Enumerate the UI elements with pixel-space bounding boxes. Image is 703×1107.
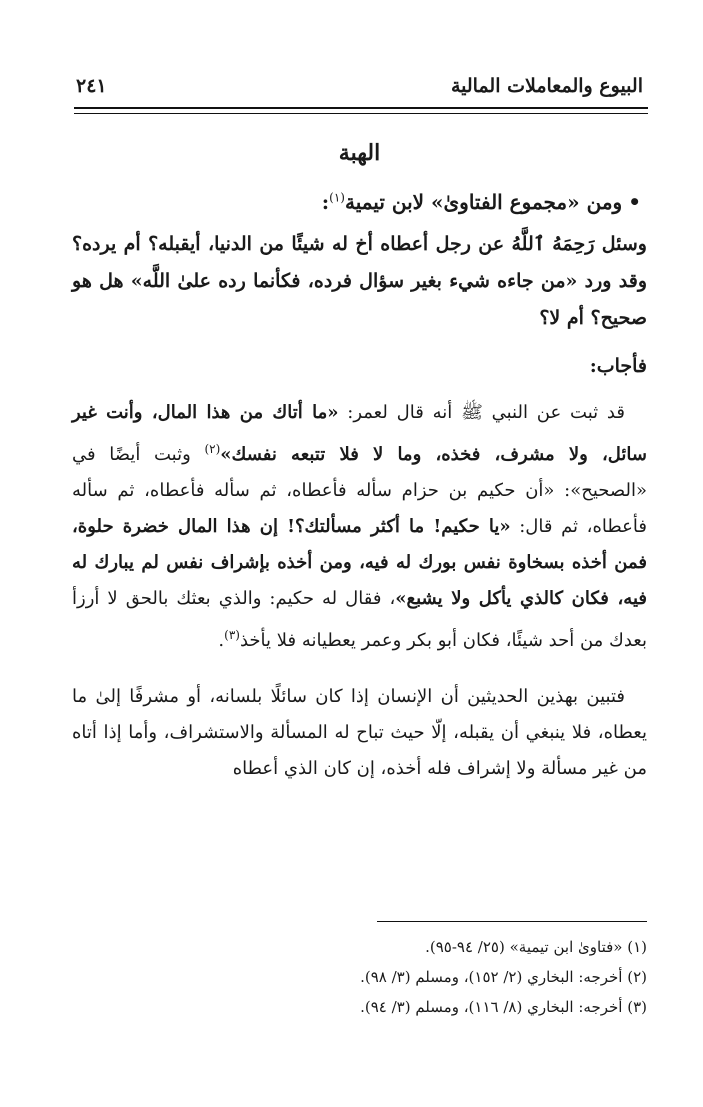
footnote-1: (١) «فتاوىٰ ابن تيمية» (٢٥/ ٩٤-٩٥).: [425, 938, 647, 956]
p2-text: فتبين بهذين الحديثين أن الإنسان إذا كان سائلًا بلسانه، أو مشرفًا إلىٰ ما يعطاه، فلا ينبغي أن يقبله، إلّا حيث تباح له المسألة والاستشراف، وأما إذا أتاه من غير مسألة ولا إشراف فله أخذه، إن كان الذي أعطاه: [72, 686, 647, 779]
source-text: ومن «مجموع الفتاوىٰ» لابن تيمية: [344, 190, 623, 214]
footnote-ref-1: (١): [329, 190, 345, 205]
source-colon: :: [321, 190, 330, 214]
answer-paragraph-1: [72, 395, 647, 659]
header-rule-thick: [74, 107, 648, 109]
p1-text-1: قد ثبت عن النبي ﷺ أنه قال لعمر:: [338, 402, 625, 423]
footnote-2: (٢) أخرجه: البخاري (٢/ ١٥٢)، ومسلم (٣/ ٩٨).: [360, 968, 647, 986]
answer-label: فأجاب:: [589, 355, 647, 377]
question-text: وسئل رَحِمَهُ ٱللَّهُ عن رجل أعطاه أخ له شيئًا من الدنيا، أيقبله؟ أم يرده؟ وقد ورد «من جاءه شيء بغير سؤال فرده، فكأنما رده علىٰ اللَّه» هل هو صحيح؟ أم لا؟: [72, 233, 647, 329]
footnotes: [72, 932, 647, 1022]
p1-text-2: وثبت أيضًا في «الصحيح»: «أن حكيم بن حزام سأله فأعطاه، ثم سأله فأعطاه، ثم سأله فأعطاه، ثم قال:: [72, 444, 647, 537]
p1-text-4: .: [218, 630, 225, 651]
hadith-quote-1: «ما أتاك من هذا المال، وأنت غير سائل، ولا مشرف، فخذه، وما لا فلا تتبعه نفسك»: [72, 402, 647, 465]
footnote-3: (٣) أخرجه: البخاري (٨/ ١١٦)، ومسلم (٣/ ٩٤).: [360, 998, 647, 1016]
footnote-ref-3: (٣): [224, 628, 240, 642]
running-title: البيوع والمعاملات المالية: [450, 75, 643, 97]
answer-paragraph-2: [72, 679, 647, 787]
header-rule-thin: [74, 113, 648, 114]
section-title: الهبة: [338, 140, 381, 166]
source-line: [72, 190, 641, 214]
footnote-ref-2: (٢): [204, 442, 221, 456]
hadith-quote-2: «يا حكيم! ما أكثر مسألتك؟! إن هذا المال خضرة حلوة، فمن أخذه بسخاوة نفس بورك له فيه، ومن أخذه بإشراف نفس لم يبارك له فيه، فكان كالذي يأكل ولا يشبع»: [72, 516, 647, 609]
page-number: ٢٤١: [76, 75, 107, 97]
footnote-rule: [377, 921, 647, 922]
page-body: [72, 140, 647, 807]
bullet-icon: •: [628, 190, 641, 214]
p1-text-3: ، فقال له حكيم: والذي بعثك بالحق لا أرزأ بعدك من أحد شيئًا، فكان أبو بكر وعمر يعطيانه فلا يأخذ: [72, 588, 647, 651]
page-header: [76, 70, 643, 102]
